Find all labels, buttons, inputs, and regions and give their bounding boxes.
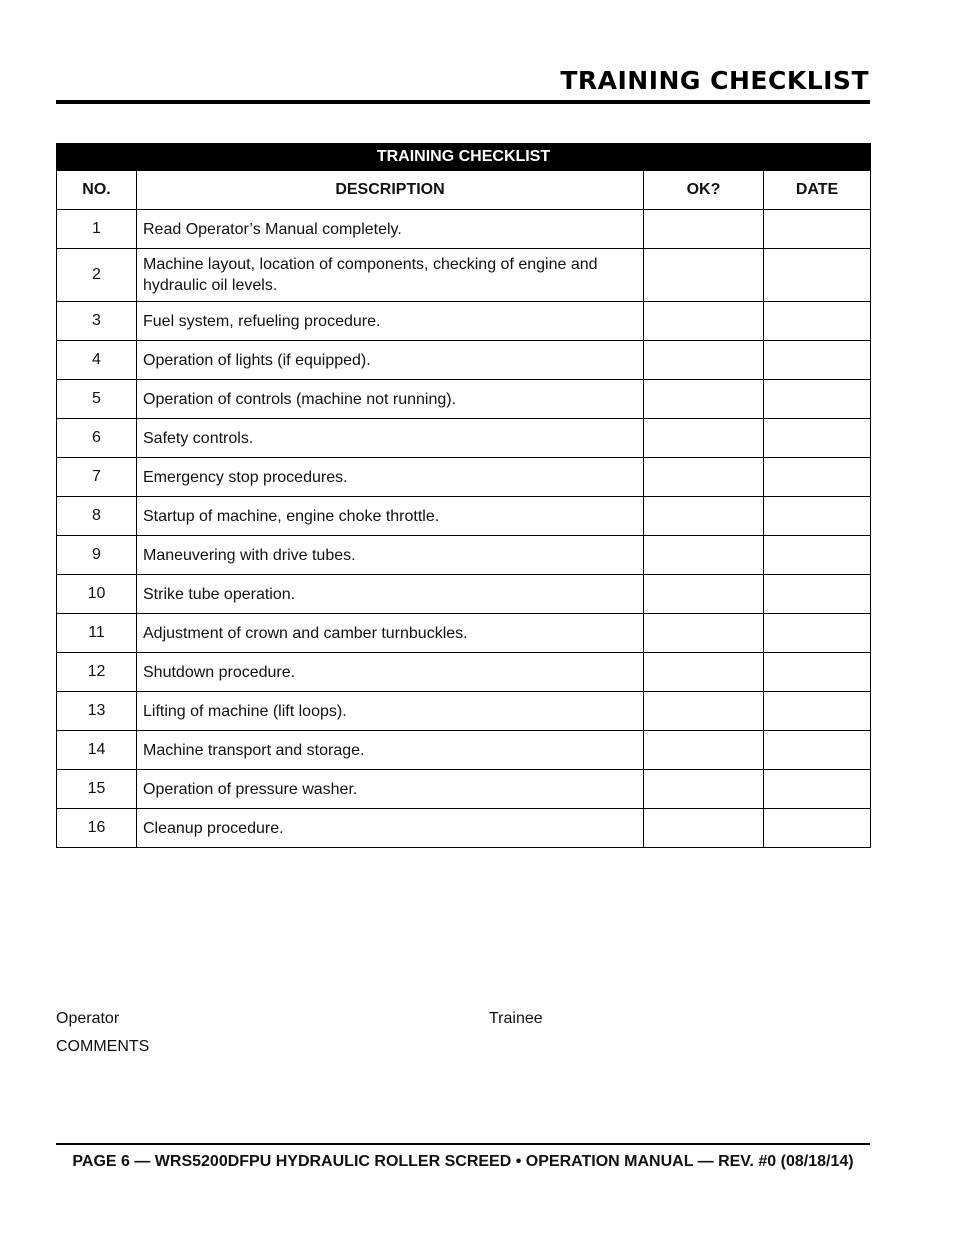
row-ok-field[interactable] (644, 770, 764, 809)
row-date-field[interactable] (764, 692, 871, 731)
row-ok-field[interactable] (644, 731, 764, 770)
row-ok-field[interactable] (644, 692, 764, 731)
table-row (57, 536, 871, 575)
row-ok-field[interactable] (644, 497, 764, 536)
row-ok-field[interactable] (644, 575, 764, 614)
comments-label: COMMENTS (56, 1038, 150, 1055)
table-row (57, 731, 871, 770)
row-number: 10 (57, 575, 137, 614)
table-row (57, 692, 871, 731)
row-date-field[interactable] (764, 210, 871, 249)
table-row (57, 809, 871, 848)
row-description: Safety controls. (137, 419, 644, 458)
row-description: Startup of machine, engine choke throttle. (137, 497, 644, 536)
row-number: 2 (57, 249, 137, 302)
row-ok-field[interactable] (644, 302, 764, 341)
row-number: 8 (57, 497, 137, 536)
row-number: 6 (57, 419, 137, 458)
row-number: 16 (57, 809, 137, 848)
row-date-field[interactable] (764, 614, 871, 653)
column-header-description: DESCRIPTION (137, 171, 644, 210)
row-date-field[interactable] (764, 575, 871, 614)
row-date-field[interactable] (764, 809, 871, 848)
table-row (57, 458, 871, 497)
row-date-field[interactable] (764, 497, 871, 536)
table-body (57, 210, 871, 848)
table-row (57, 770, 871, 809)
row-number: 4 (57, 341, 137, 380)
row-date-field[interactable] (764, 770, 871, 809)
row-description: Maneuvering with drive tubes. (137, 536, 644, 575)
table-title: TRAINING CHECKLIST (57, 144, 871, 171)
table-row (57, 341, 871, 380)
table-row (57, 497, 871, 536)
row-number: 11 (57, 614, 137, 653)
row-description: Machine layout, location of components, checking of engine and hydraulic oil levels. (137, 249, 644, 302)
row-date-field[interactable] (764, 380, 871, 419)
row-ok-field[interactable] (644, 536, 764, 575)
row-description: Operation of pressure washer. (137, 770, 644, 809)
row-date-field[interactable] (764, 302, 871, 341)
column-header-date: DATE (764, 171, 871, 210)
table-row (57, 249, 871, 302)
page-footer: PAGE 6 — WRS5200DFPU HYDRAULIC ROLLER SCREED • OPERATION MANUAL — REV. #0 (08/18/14) (72, 1153, 854, 1170)
row-ok-field[interactable] (644, 458, 764, 497)
row-number: 1 (57, 210, 137, 249)
title-divider (56, 100, 870, 104)
row-description: Shutdown procedure. (137, 653, 644, 692)
row-ok-field[interactable] (644, 210, 764, 249)
row-number: 14 (57, 731, 137, 770)
table-row (57, 653, 871, 692)
row-ok-field[interactable] (644, 809, 764, 848)
table-row (57, 419, 871, 458)
row-number: 12 (57, 653, 137, 692)
row-date-field[interactable] (764, 458, 871, 497)
row-ok-field[interactable] (644, 341, 764, 380)
row-number: 9 (57, 536, 137, 575)
table-row (57, 575, 871, 614)
row-date-field[interactable] (764, 731, 871, 770)
operator-label: Operator (56, 1010, 120, 1027)
row-description: Lifting of machine (lift loops). (137, 692, 644, 731)
row-number: 5 (57, 380, 137, 419)
row-date-field[interactable] (764, 653, 871, 692)
row-ok-field[interactable] (644, 614, 764, 653)
row-ok-field[interactable] (644, 249, 764, 302)
row-number: 3 (57, 302, 137, 341)
row-date-field[interactable] (764, 249, 871, 302)
row-description: Fuel system, refueling procedure. (137, 302, 644, 341)
row-number: 15 (57, 770, 137, 809)
row-ok-field[interactable] (644, 419, 764, 458)
row-number: 7 (57, 458, 137, 497)
row-date-field[interactable] (764, 536, 871, 575)
row-description: Cleanup procedure. (137, 809, 644, 848)
table-row (57, 210, 871, 249)
trainee-label: Trainee (489, 1010, 543, 1027)
row-description: Read Operator’s Manual completely. (137, 210, 644, 249)
footer-divider (56, 1143, 870, 1145)
table-row (57, 380, 871, 419)
row-description: Strike tube operation. (137, 575, 644, 614)
row-description: Operation of controls (machine not running). (137, 380, 644, 419)
row-description: Machine transport and storage. (137, 731, 644, 770)
row-ok-field[interactable] (644, 653, 764, 692)
row-number: 13 (57, 692, 137, 731)
table-row (57, 614, 871, 653)
column-header-ok: OK? (644, 171, 764, 210)
page-title: TRAINING CHECKLIST (560, 66, 869, 95)
table-row (57, 302, 871, 341)
row-ok-field[interactable] (644, 380, 764, 419)
row-date-field[interactable] (764, 419, 871, 458)
row-description: Adjustment of crown and camber turnbuckles. (137, 614, 644, 653)
training-checklist-table (56, 143, 871, 848)
row-description: Operation of lights (if equipped). (137, 341, 644, 380)
column-header-no: NO. (57, 171, 137, 210)
table-header-row (57, 171, 871, 210)
row-date-field[interactable] (764, 341, 871, 380)
row-description: Emergency stop procedures. (137, 458, 644, 497)
